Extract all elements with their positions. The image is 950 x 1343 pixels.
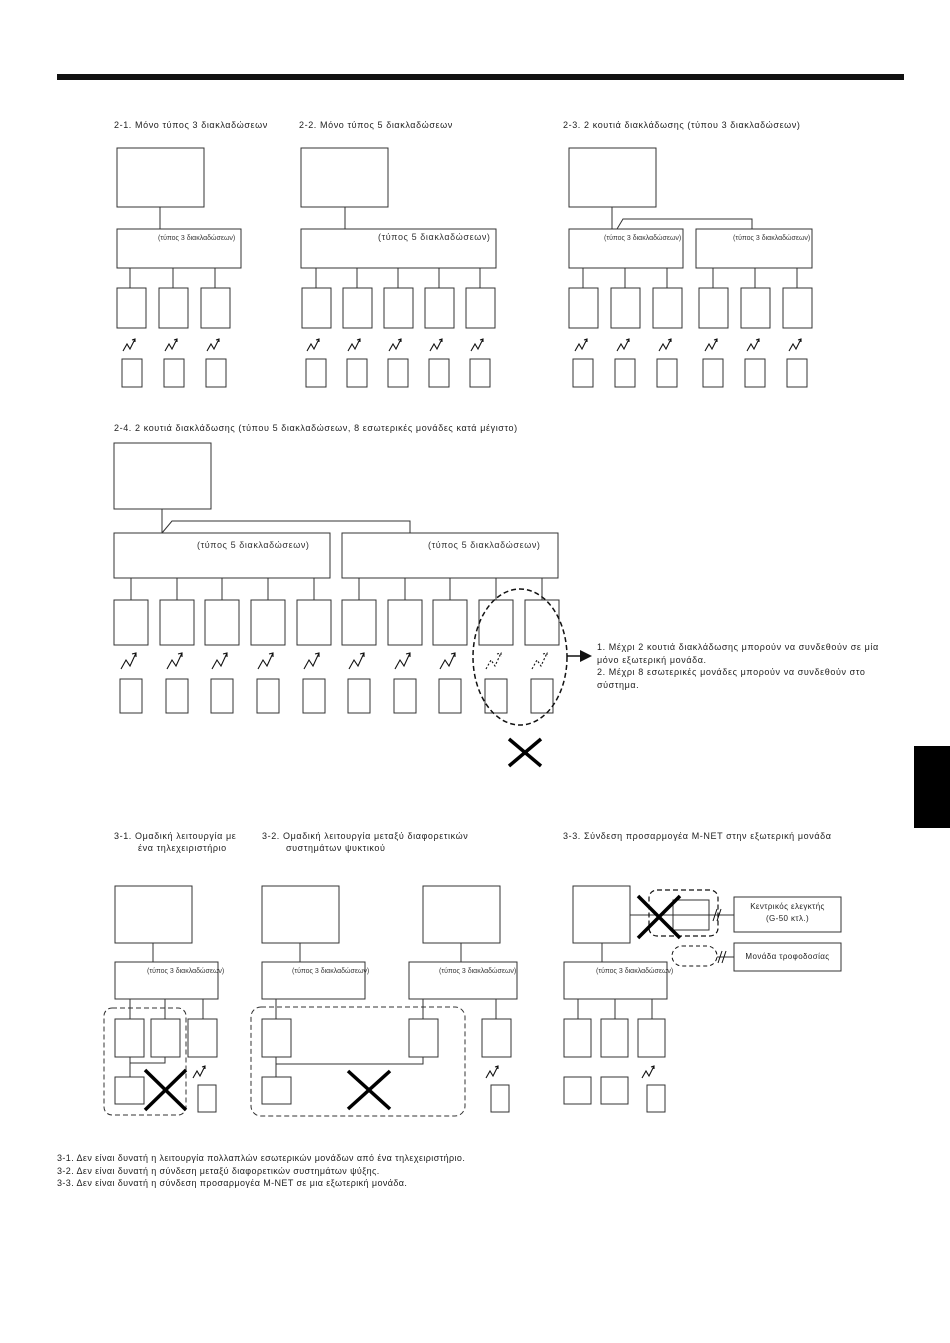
indoor-unit (425, 288, 454, 328)
cross-icon (145, 1070, 186, 1110)
indoor-unit (466, 288, 495, 328)
remote-controller (122, 359, 142, 387)
outdoor-unit (117, 148, 204, 207)
indoor-unit (114, 600, 148, 645)
indoor-unit (384, 288, 413, 328)
indoor-unit (302, 288, 331, 328)
indoor-unit (201, 288, 230, 328)
indoor-unit (251, 600, 285, 645)
caption-3-1 (114, 830, 236, 854)
outdoor-unit (262, 886, 339, 943)
remote-controller (745, 359, 765, 387)
remote-controller (115, 1077, 144, 1104)
indoor-unit (151, 1019, 180, 1057)
branch-box-label: (τύπος 5 διακλαδώσεων) (197, 540, 310, 550)
branch-box-label: (τύπος 3 διακλαδώσεων) (604, 235, 682, 242)
branch-box-label: (τύπος 3 διακλαδώσεων) (147, 968, 225, 975)
remote-controller (601, 1077, 628, 1104)
remote-controller (429, 359, 449, 387)
caption-3-3: 3-3. Σύνδεση προσαρμογέα M-NET στην εξωτερική μονάδα (563, 831, 832, 841)
section-tab (914, 746, 950, 828)
indoor-unit (388, 600, 422, 645)
caption-2-2: 2-2. Μόνο τύπος 5 διακλαδώσεων (299, 120, 453, 130)
note-line: 2. Μέχρι 8 εσωτερικές μονάδες μπορούν να συνδεθούν στο (597, 667, 866, 677)
remote-controller (262, 1077, 291, 1104)
note-line: μόνο εξωτερική μονάδα. (597, 654, 707, 665)
note-line: σύστημα. (597, 679, 640, 690)
indoor-unit (638, 1019, 665, 1057)
remote-controller (348, 679, 370, 713)
indoor-unit (159, 288, 188, 328)
indoor-unit (741, 288, 770, 328)
caption-3-2 (262, 830, 468, 854)
remote-controller (439, 679, 461, 713)
remote-controller (647, 1085, 665, 1112)
indoor-unit (188, 1019, 217, 1057)
indoor-unit (611, 288, 640, 328)
outdoor-unit (569, 148, 656, 207)
outdoor-unit (115, 886, 192, 943)
notes-2-4 (597, 641, 879, 691)
remote-controller (120, 679, 142, 713)
cross-icon (348, 1071, 390, 1109)
central-controller-line: Κεντρικός ελεγκτής (750, 902, 825, 911)
outdoor-unit (114, 443, 211, 509)
footer-note: 3-1. Δεν είναι δυνατή η λειτουργία πολλαπλών εσωτερικών μονάδων από ένα τηλεχειριστήριο. (57, 1153, 466, 1163)
indoor-unit (342, 600, 376, 645)
indoor-unit (653, 288, 682, 328)
remote-controller (388, 359, 408, 387)
power-unit-label: Μονάδα τροφοδοσίας (745, 952, 830, 961)
remote-controller (657, 359, 677, 387)
caption-3-1-line: 3-1. Ομαδική λειτουργία με (114, 831, 237, 841)
indoor-unit (115, 1019, 144, 1057)
dashed-connector (672, 946, 717, 966)
caption-3-2-line: συστημάτων ψυκτικού (286, 843, 386, 853)
remote-controller (198, 1085, 216, 1112)
branch-box-label: (τύπος 3 διακλαδώσεων) (158, 235, 236, 242)
central-controller-line: (G-50 κτλ.) (765, 914, 810, 923)
branch-box-label: (τύπος 5 διακλαδώσεων) (378, 232, 491, 242)
indoor-unit (601, 1019, 628, 1057)
not-allowed-marks (145, 739, 680, 1110)
footer-note: 3-3. Δεν είναι δυνατή η σύνδεση προσαρμογέα M-NET σε μια εξωτερική μονάδα. (57, 1178, 408, 1188)
indoor-unit (433, 600, 467, 645)
remote-controller (615, 359, 635, 387)
indoor-unit (205, 600, 239, 645)
remote-controller (257, 679, 279, 713)
branch-box-label: (τύπος 3 διακλαδώσεων) (292, 968, 370, 975)
remote-controller (573, 359, 593, 387)
adapter-outline (649, 890, 718, 936)
indoor-unit (479, 600, 513, 645)
outdoor-unit (423, 886, 500, 943)
indoor-unit (564, 1019, 591, 1057)
indoor-unit (699, 288, 728, 328)
footer-notes (57, 1152, 465, 1190)
branch-box-label: (τύπος 5 διακλαδώσεων) (428, 540, 541, 550)
notes-arrow (567, 650, 592, 662)
outdoor-unit (301, 148, 388, 207)
caption-2-4: 2-4. 2 κουτιά διακλάδωσης (τύπου 5 διακλαδώσεων, 8 εσωτερικές μονάδες κατά μέγιστο) (114, 423, 518, 433)
caption-3-2-line: 3-2. Ομαδική λειτουργία μεταξύ διαφορετικών (262, 831, 469, 841)
indoor-unit (525, 600, 559, 645)
remote-controller (491, 1085, 509, 1112)
caption-2-3: 2-3. 2 κουτιά διακλάδωσης (τύπου 3 διακλαδώσεων) (563, 120, 801, 130)
caption-2-1: 2-1. Μόνο τύπος 3 διακλαδώσεων (114, 120, 268, 130)
remote-controller (206, 359, 226, 387)
remote-controller (306, 359, 326, 387)
cross-icon (509, 739, 541, 766)
branch-box-label: (τύπος 3 διακλαδώσεων) (733, 235, 811, 242)
top-rule (57, 74, 904, 80)
indoor-unit (160, 600, 194, 645)
remote-controller (787, 359, 807, 387)
indoor-unit (343, 288, 372, 328)
remote-controller (564, 1077, 591, 1104)
remote-controller (470, 359, 490, 387)
outdoor-unit (573, 886, 630, 943)
remote-controller (303, 679, 325, 713)
branch-box-label: (τύπος 3 διακλαδώσεων) (439, 968, 517, 975)
indoor-unit (262, 1019, 291, 1057)
indoor-unit (783, 288, 812, 328)
indoor-unit (297, 600, 331, 645)
footer-note: 3-2. Δεν είναι δυνατή η σύνδεση μεταξύ διαφορετικών συστημάτων ψύξης. (57, 1165, 380, 1176)
wire-slash-marks (713, 909, 726, 963)
indoor-unit (569, 288, 598, 328)
remote-controller (394, 679, 416, 713)
indoor-unit (482, 1019, 511, 1057)
central-controller-label (734, 901, 841, 925)
note-line: 1. Μέχρι 2 κουτιά διακλάδωσης μπορούν να συνδεθούν σε μία (597, 642, 879, 652)
remote-controller (531, 679, 553, 713)
remote-controller (166, 679, 188, 713)
over-limit-ellipse (473, 589, 567, 725)
remote-controller (347, 359, 367, 387)
cross-icon (638, 896, 680, 938)
caption-3-1-line: ένα τηλεχειριστήριο (138, 843, 227, 853)
branch-box-label: (τύπος 3 διακλαδώσεων) (596, 968, 674, 975)
remote-controller (164, 359, 184, 387)
remote-controller (211, 679, 233, 713)
indoor-unit (117, 288, 146, 328)
remote-controller (703, 359, 723, 387)
indoor-unit (409, 1019, 438, 1057)
